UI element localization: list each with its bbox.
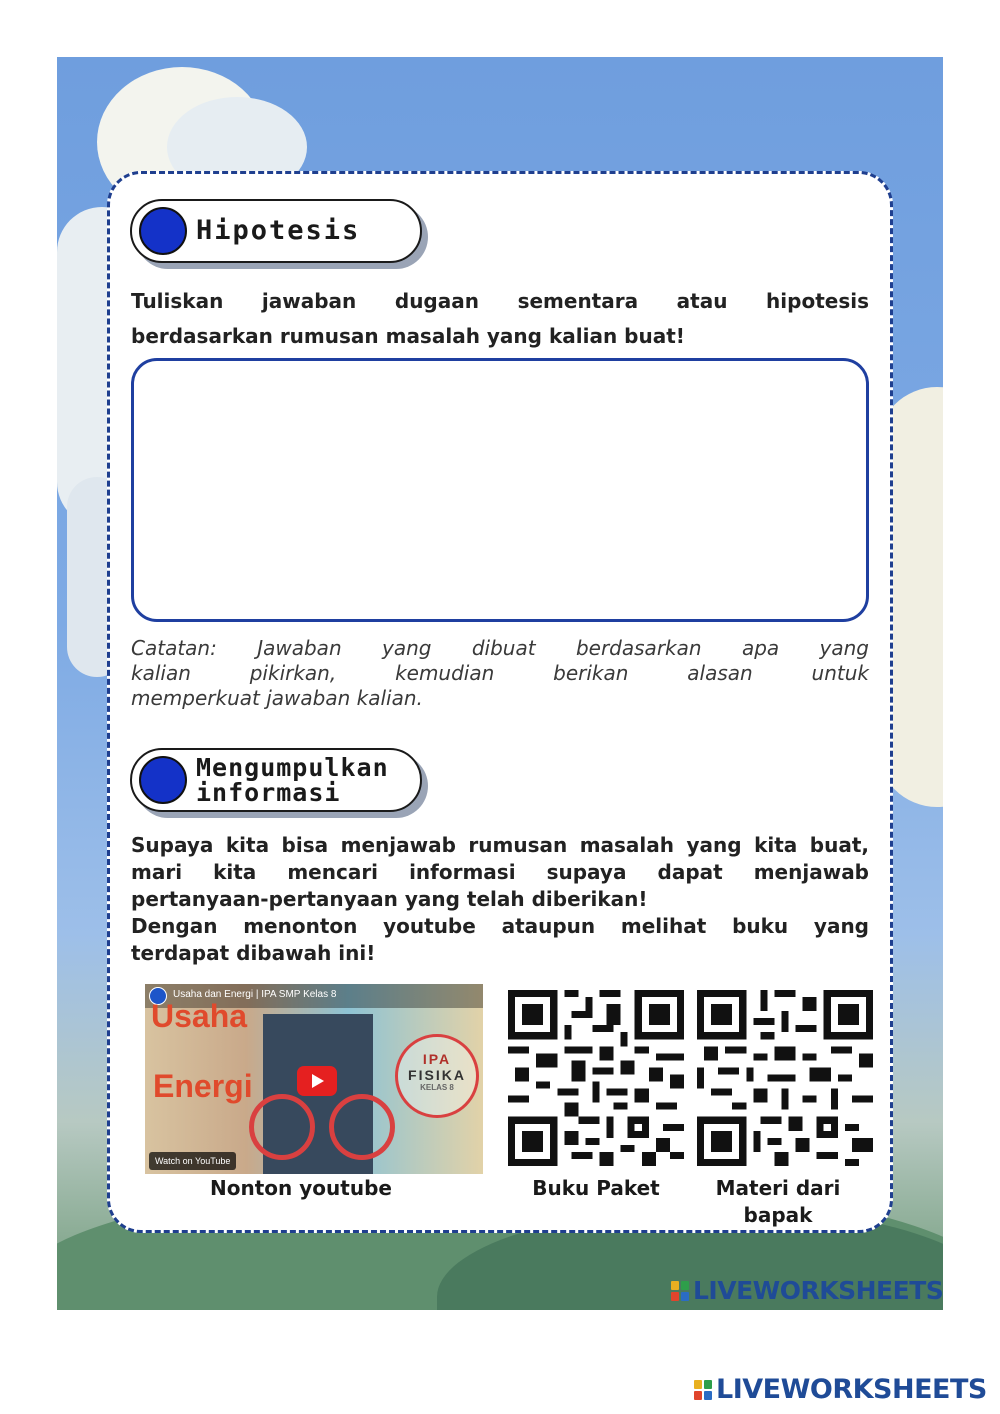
caption-line: bapak: [743, 1203, 813, 1227]
section-header-hipotesis: [130, 199, 422, 263]
informasi-text: [131, 832, 869, 967]
instruction-line: berdasarkan rumusan masalah yang kalian buat!: [131, 324, 685, 348]
youtube-video-thumbnail[interactable]: [145, 984, 483, 1174]
hipotesis-note: [131, 636, 869, 711]
thumbnail-text: Energi: [153, 1068, 253, 1104]
text-line: Dengan menonton youtube ataupun melihat buku yang: [131, 914, 869, 938]
note-line: Catatan: Jawaban yang dibuat berdasarkan apa yang: [131, 636, 869, 660]
section-title-line: informasi: [196, 778, 341, 807]
bullet-dot-icon: [139, 756, 187, 804]
note-line: memperkuat jawaban kalian.: [131, 686, 423, 710]
qr-code-icon: [508, 990, 684, 1166]
text-line: mari kita mencari informasi supaya dapat menjawab: [131, 860, 869, 884]
section-title-line: Mengumpulkan: [196, 753, 389, 782]
badge-text: KELAS 8: [420, 1083, 454, 1092]
liveworksheets-logo-icon: [671, 1281, 689, 1301]
note-line: kalian pikirkan, kemudian berikan alasan untuk: [131, 661, 869, 685]
text-line: pertanyaan-pertanyaan yang telah diberikan!: [131, 887, 648, 911]
text-line: Supaya kita bisa menjawab rumusan masalah yang kita buat,: [131, 833, 869, 857]
qr-code-materi-dari-bapak[interactable]: [697, 990, 873, 1166]
text-line: terdapat dibawah ini!: [131, 941, 376, 965]
thumbnail-text: Usaha: [151, 998, 248, 1034]
liveworksheets-logo: [694, 1374, 987, 1405]
badge-text: FISIKA: [408, 1067, 466, 1083]
badge-text: IPA: [422, 1051, 452, 1067]
caption-line: Materi dari: [715, 1176, 841, 1200]
ipa-fisika-badge: [395, 1034, 479, 1118]
liveworksheets-logo: [671, 1276, 943, 1305]
brand-name: LIVEWORKSHEETS: [693, 1276, 944, 1305]
video-title: Usaha dan Energi | IPA SMP Kelas 8: [173, 989, 337, 1000]
brand-name: LIVEWORKSHEETS: [716, 1374, 987, 1405]
section-title: [196, 755, 389, 805]
qr-caption-materi: [690, 1175, 866, 1229]
section-title: Hipotesis: [196, 215, 361, 246]
watch-on-youtube-label[interactable]: Watch on YouTube: [149, 1152, 236, 1170]
bicycle-wheel-icon: [329, 1094, 395, 1160]
play-button-icon[interactable]: [297, 1066, 337, 1096]
video-caption: Nonton youtube: [210, 1176, 392, 1200]
section-header-mengumpulkan-informasi: [130, 748, 422, 812]
instruction-line: Tuliskan jawaban dugaan sementara atau hipotesis: [131, 289, 869, 313]
qr-code-buku-paket[interactable]: [508, 990, 684, 1166]
hipotesis-instruction: [131, 284, 869, 354]
hipotesis-answer-field[interactable]: [131, 358, 869, 622]
bicycle-wheel-icon: [249, 1094, 315, 1160]
qr-code-icon: [697, 990, 873, 1166]
liveworksheets-logo-icon: [694, 1380, 712, 1400]
qr-caption-buku-paket: Buku Paket: [532, 1176, 660, 1200]
bullet-dot-icon: [139, 207, 187, 255]
